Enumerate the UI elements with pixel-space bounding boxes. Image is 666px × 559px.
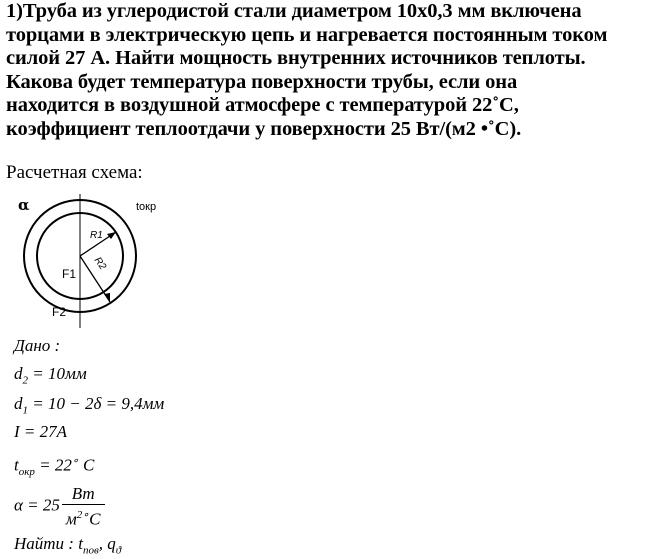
given-d1 [14,394,164,416]
d2-subscript: 2 [22,374,28,387]
r2-label: R2 [91,255,108,273]
d2-value: = 10мм [32,364,87,383]
r1-label: R1 [90,230,103,241]
problem-line-3: силой 27 А. Найти мощность внутренних источников теплоты. [6,47,586,69]
alpha-unit-sup: 2∘ [76,509,90,521]
alpha-unit-c: C [89,509,101,529]
given-d2 [14,364,87,386]
find-subscript-2: ϑ [115,544,122,557]
r1-arrowhead [107,232,116,239]
t-env-unit: C [78,455,95,475]
pipe-cross-section-diagram [8,186,176,334]
d2-symbol: d [14,364,23,383]
t-env-label: tокр [136,201,157,213]
alpha-expression: α = 25 [14,495,60,515]
given-alpha [14,484,105,530]
alpha-label: α [18,196,30,214]
alpha-unit-denominator [62,505,105,530]
problem-line-6: коэффициент теплоотдачи у поверхности 25 Вт/(м2 •˚С). [6,117,522,140]
problem-line-5: находится в воздушной атмосфере с температурой 22˚С, [6,94,519,116]
d1-value: = 10 − 2δ = 9,4мм [32,394,165,413]
d1-subscript: 1 [22,404,28,417]
t-env-symbol: t [14,455,19,475]
problem-statement [6,0,662,141]
find-line [14,534,121,556]
d1-symbol: d [14,394,23,413]
f1-label: F1 [62,267,77,281]
t-env-subscript: окр [18,466,35,479]
scheme-title: Расчетная схема: [6,162,143,183]
problem-line-1: 1)Труба из углеродистой стали диаметром 10х0,3 мм включена [6,0,582,22]
r2-arrowhead [104,293,110,302]
f2-label: F2 [52,305,67,319]
given-current: I = 27A [14,422,68,441]
find-separator: , q [98,534,116,553]
given-t-env [14,454,94,478]
find-label: Найти : t [14,534,83,553]
alpha-unit-numerator: Вт [62,484,105,505]
alpha-unit-m: м [65,509,77,529]
t-env-degree: ∘ [71,455,79,467]
find-subscript-1: пов [82,544,99,557]
t-env-value: = 22 [39,455,72,475]
problem-line-4: Какова будет температура поверхности трубы, если она [6,70,518,93]
problem-line-2: торцами в электрическую цепь и нагревается постоянным током [6,23,608,46]
given-title: Дано : [14,336,61,355]
alpha-unit-fraction [62,484,105,530]
